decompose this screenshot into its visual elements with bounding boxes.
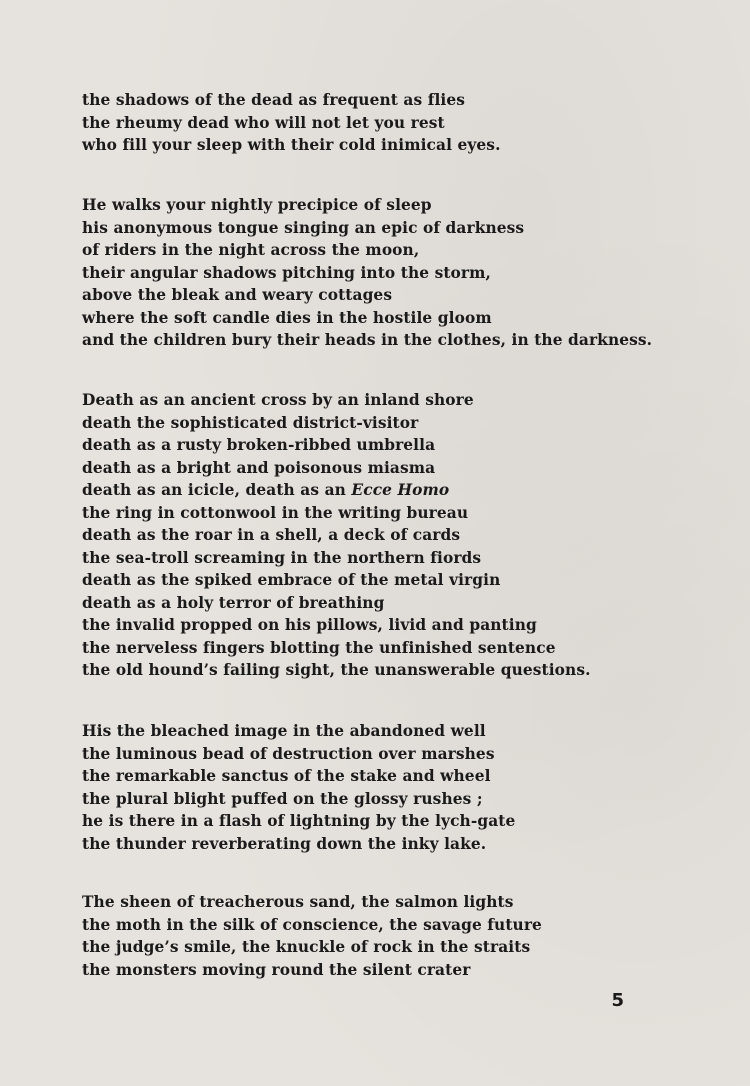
stanza-5 bbox=[82, 891, 542, 981]
poem-line: the sea-troll screaming in the northern fiords bbox=[82, 548, 482, 567]
poem-line: death as the spiked embrace of the metal virgin bbox=[82, 571, 501, 589]
poem-line: of riders in the night across the moon, bbox=[82, 241, 420, 259]
stanza-4 bbox=[82, 720, 515, 855]
poem-line: His the bleached image in the abandoned well bbox=[82, 722, 486, 740]
poem-line: the remarkable sanctus of the stake and wheel bbox=[82, 767, 491, 785]
poem-line: death as a holy terror of breathing bbox=[82, 593, 385, 612]
poem-line: the nerveless fingers blotting the unfinished sentence bbox=[82, 638, 556, 657]
poem-line: the invalid propped on his pillows, livid and panting bbox=[82, 616, 537, 634]
poem-line: the rheumy dead who will not let you rest bbox=[82, 113, 445, 132]
page-number: 5 bbox=[611, 990, 624, 1011]
poem-line: the plural blight puffed on the glossy rushes ; bbox=[82, 789, 483, 808]
poem-line: his anonymous tongue singing an epic of darkness bbox=[82, 218, 525, 237]
poem-line: the thunder reverberating down the inky lake. bbox=[82, 834, 487, 853]
poem-line: death as a rusty broken-ribbed umbrella bbox=[82, 436, 436, 454]
poem-line: and the children bury their heads in the clothes, in the darkness. bbox=[82, 331, 653, 349]
poem-line bbox=[82, 479, 591, 502]
poem-line: He walks your nightly precipice of sleep bbox=[82, 196, 432, 214]
poem-line: the ring in cottonwool in the writing bureau bbox=[82, 503, 469, 522]
poem-line: above the bleak and weary cottages bbox=[82, 286, 393, 304]
poem-line: the judge’s smile, the knuckle of rock in the straits bbox=[82, 938, 531, 956]
stanza-3 bbox=[82, 389, 591, 682]
poem-line: who fill your sleep with their cold inimical eyes. bbox=[82, 136, 501, 154]
poem-line: the old hound’s failing sight, the unanswerable questions. bbox=[82, 661, 591, 679]
stanza-1 bbox=[82, 89, 501, 157]
italic-phrase: Ecce Homo bbox=[351, 481, 450, 499]
poem-line: where the soft candle dies in the hostile gloom bbox=[82, 308, 492, 327]
poem-line: death as a bright and poisonous miasma bbox=[82, 458, 436, 477]
poem-line: death the sophisticated district-visitor bbox=[82, 413, 419, 432]
poem-line: their angular shadows pitching into the storm, bbox=[82, 263, 491, 282]
poem-line-text: death as an icicle, death as an bbox=[82, 481, 352, 499]
poem-line: the moth in the silk of conscience, the savage future bbox=[82, 915, 542, 934]
poem-line: The sheen of treacherous sand, the salmon lights bbox=[82, 893, 514, 911]
poem-line: death as the roar in a shell, a deck of cards bbox=[82, 526, 461, 544]
poem-line: the monsters moving round the silent crater bbox=[82, 960, 471, 979]
poem-line: he is there in a flash of lightning by the lych-gate bbox=[82, 812, 516, 830]
stanza-2 bbox=[82, 194, 652, 352]
poem-line: Death as an ancient cross by an inland shore bbox=[82, 391, 474, 409]
poem-line: the shadows of the dead as frequent as flies bbox=[82, 91, 465, 109]
poem-line: the luminous bead of destruction over marshes bbox=[82, 744, 495, 763]
